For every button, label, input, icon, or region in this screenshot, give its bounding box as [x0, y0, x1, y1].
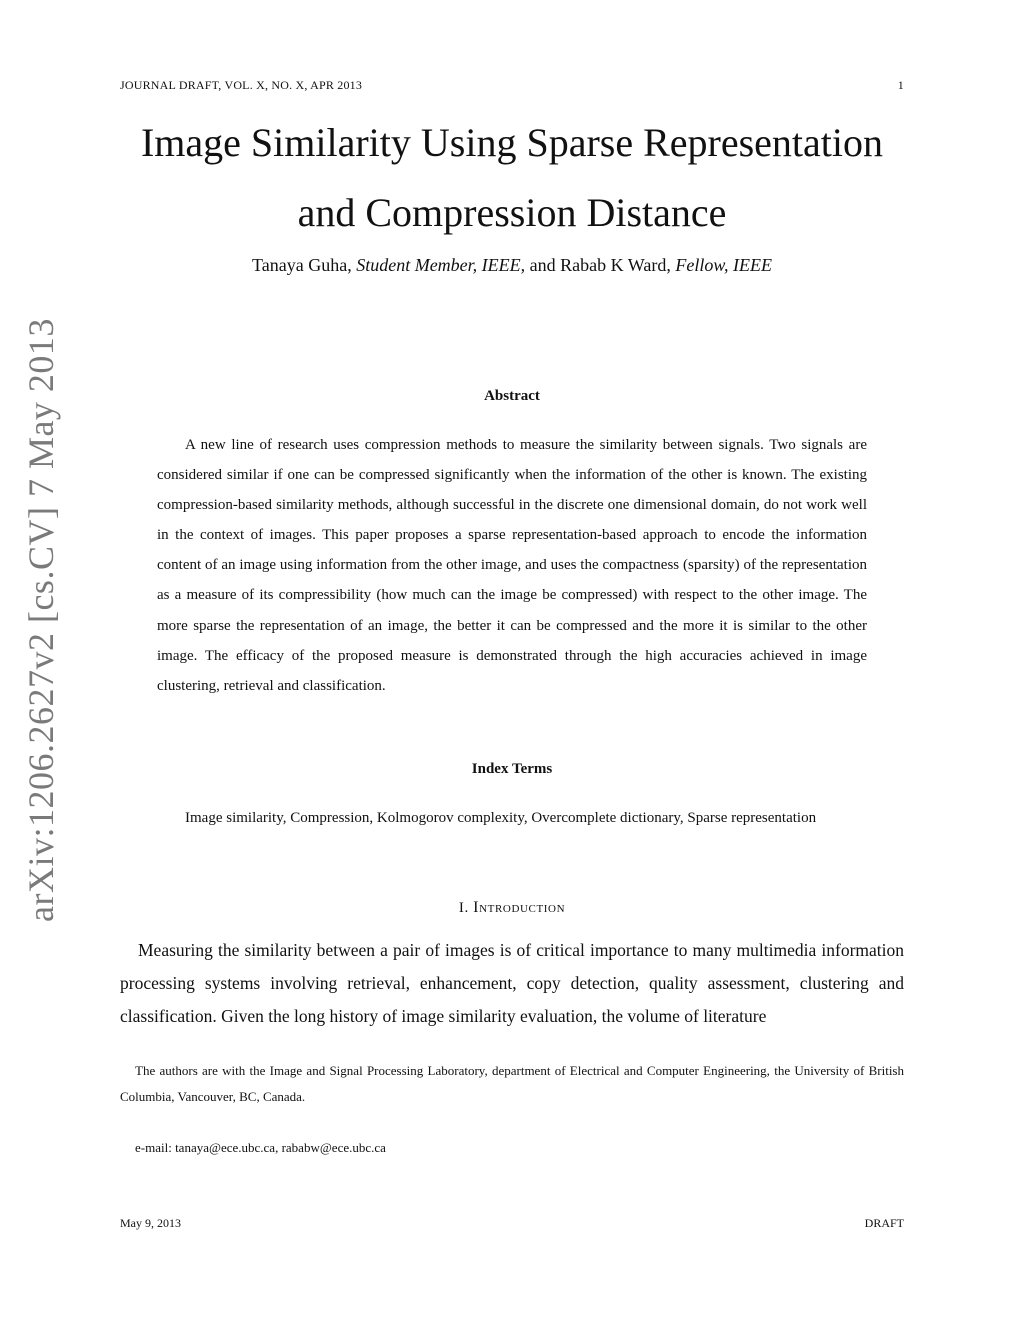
- running-header: [120, 78, 904, 96]
- email-footnote: e-mail: tanaya@ece.ubc.ca, rababw@ece.ubc.ca: [135, 1140, 386, 1155]
- section-number: I.: [458, 900, 469, 916]
- affiliation-footnote: The authors are with the Image and Signal Processing Laboratory, department of Electrical and Computer Engineering, the University of British Columbia, Vancouver, BC, Canada.: [120, 1063, 904, 1104]
- paper-title: [100, 108, 924, 248]
- title-line-2: and Compression Distance: [297, 190, 727, 235]
- abstract-text: A new line of research uses compression methods to measure the similarity between signals. Two signals are considered similar if one can be compressed significantly when the information of the other is known. The existing compression-based similarity methods, although successful in the discrete one dimensional domain, do not work well in the context of images. This paper proposes a sparse representation-based approach to encode the information content of an image using information from the other image, and uses the compactness (sparsity) of the representation as a measure of its compressibility (how much can the image be compressed) with respect to the other image. The more sparse the representation of an image, the better it can be compressed and the more it is similar to the other image. The efficacy of the proposed measure is demonstrated through the high accuracies achieved in image clustering, retrieval and classification.: [157, 437, 867, 694]
- running-footer: [120, 1216, 904, 1234]
- title-line-1: Image Similarity Using Sparse Representation: [140, 120, 884, 165]
- journal-name: JOURNAL DRAFT, VOL. X, NO. X, APR 2013: [120, 78, 363, 92]
- index-terms-text: Image similarity, Compression, Kolmogorov complexity, Overcomplete dictionary, Sparse representation: [185, 810, 817, 826]
- section-title: Introduction: [473, 899, 566, 916]
- footer-date: May 9, 2013: [120, 1216, 181, 1230]
- author-2-name: and Rabab K Ward,: [529, 255, 671, 275]
- arxiv-identifier: arXiv:1206.2627v2 [cs.CV] 7 May 2013: [21, 318, 61, 922]
- page-number: 1: [897, 78, 904, 92]
- section-heading-introduction: [100, 899, 924, 917]
- index-terms-heading: Index Terms: [471, 761, 553, 777]
- author-2-role: Fellow, IEEE: [675, 255, 772, 275]
- abstract-heading: Abstract: [484, 388, 540, 404]
- footer-status: DRAFT: [864, 1216, 904, 1230]
- author-1-role: Student Member, IEEE,: [356, 255, 526, 275]
- introduction-paragraph: Measuring the similarity between a pair of images is of critical importance to many multimedia information processing systems involving retrieval, enhancement, copy detection, quality assessment, clustering and classification. Given the long history of image similarity evaluation, the volume of literature: [120, 940, 904, 1026]
- author-1-name: Tanaya Guha,: [252, 255, 352, 275]
- author-line: [100, 252, 924, 278]
